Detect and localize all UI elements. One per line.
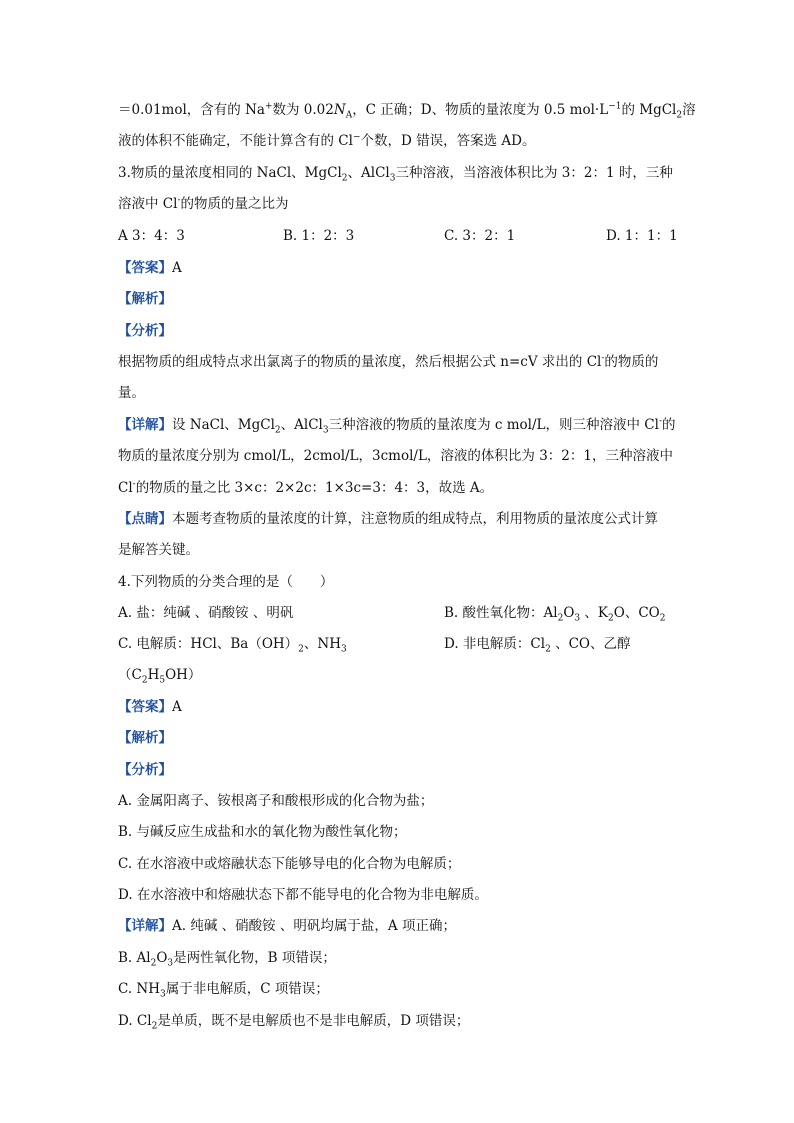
q4-detail-a: 【详解】A. 纯碱 、硝酸铵 、明矾均属于盐，A 项正确； (118, 918, 456, 934)
q4-analysis-a: A. 金属阳离子、铵根离子和酸根形成的化合物为盐； (118, 793, 434, 809)
intro-line-1: ＝0.01mol，含有的 Na+数为 $0.02N_A$，C 正确；D、物质的量浓度为 0.5 $mol\cdot L^{-1}$的 MgCl$_2$溶 (118, 101, 696, 121)
q4-option-d-continued: $(C_2H_5OH)$ (118, 667, 202, 686)
q4-option-c: C. 电解质：HCl、$Ba(OH)_2$、$NH_3$ (118, 636, 347, 655)
q3-fenxi-heading: 【分析】 (118, 323, 172, 339)
q3-analysis-line-2: 量。 (118, 385, 145, 401)
q4-option-b: B. 酸性氧化物：$Al_2O_3$ 、$K_2O$、$CO_2$ (444, 605, 666, 624)
q4-fenxi-heading: 【分析】 (118, 762, 172, 778)
q3-detail-line-1: 【详解】设 NaCl、MgCl$_2$、AlCl$_3$三种溶液的物质的量浓度为 c mol/L，则三种溶液中 Cl-的 (118, 416, 676, 436)
q3-point-line-2: 是解答关键。 (118, 542, 199, 558)
q4-analysis-d: D. 在水溶液中和熔融状态下都不能导电的化合物为非电解质。 (118, 887, 488, 903)
intro-line-2: 液的体积不能确定，不能计算含有的 Cl−个数，D 错误，答案选 AD。 (118, 132, 536, 149)
q4-detail-b: B. $Al_2O_3$是两性氧化物，B 项错误； (118, 950, 336, 969)
q4-detail-c: C. $NH_3$属于非电解质，C 项错误； (118, 981, 329, 1000)
q3-option-d: D. 1：1：1 (606, 228, 678, 244)
q4-analysis-b: B. 与碱反应生成盐和水的氧化物为酸性氧化物； (118, 824, 407, 840)
q4-option-d: D. 非电解质：$Cl_2$ 、CO、乙醇 (444, 636, 631, 655)
q4-analysis-c: C. 在水溶液中或熔融状态下能够导电的化合物为电解质； (118, 856, 461, 872)
q3-analysis-line-1: 根据物质的组成特点求出氯离子的物质的量浓度，然后根据公式 n=cV 求出的 Cl-的物质的 (118, 353, 659, 370)
q4-answer: 【答案】A (118, 699, 182, 715)
q3-point-line-1: 【点睛】本题考查物质的量浓度的计算，注意物质的组成特点，利用物质的量浓度公式计算 (118, 511, 658, 527)
q3-detail-line-2: 物质的量浓度分别为 cmol/L，2cmol/L，3cmol/L，溶液的体积比为 3：2：1，三种溶液中 (118, 448, 673, 464)
q3-option-a: A 3：4：3 (118, 228, 185, 244)
q3-stem-line-1: 3.物质的量浓度相同的 NaCl、MgCl$_2$、AlCl$_3$三种溶液，当溶液体积比为 3：2：1 时，三种 (118, 165, 673, 184)
q4-option-a: A. 盐：纯碱 、硝酸铵 、明矾 (118, 605, 294, 621)
q3-option-c: C. 3：2：1 (444, 228, 516, 244)
q3-stem-line-2: 溶液中 Cl-的物质的量之比为 (118, 195, 289, 212)
q3-answer: 【答案】A (118, 260, 182, 276)
q3-option-b: B. 1：2：3 (283, 228, 355, 244)
q4-detail-d: D. $Cl_2$是单质，既不是电解质也不是非电解质，D 项错误； (118, 1013, 470, 1032)
q4-stem: 4.下列物质的分类合理的是（ ） (118, 574, 334, 590)
q3-jiexi-heading: 【解析】 (118, 291, 172, 307)
q3-detail-line-3: Cl-的物质的量之比 3×c：2×2c：1×3c=3：4：3，故选 A。 (118, 479, 494, 496)
q4-jiexi-heading: 【解析】 (118, 730, 172, 746)
